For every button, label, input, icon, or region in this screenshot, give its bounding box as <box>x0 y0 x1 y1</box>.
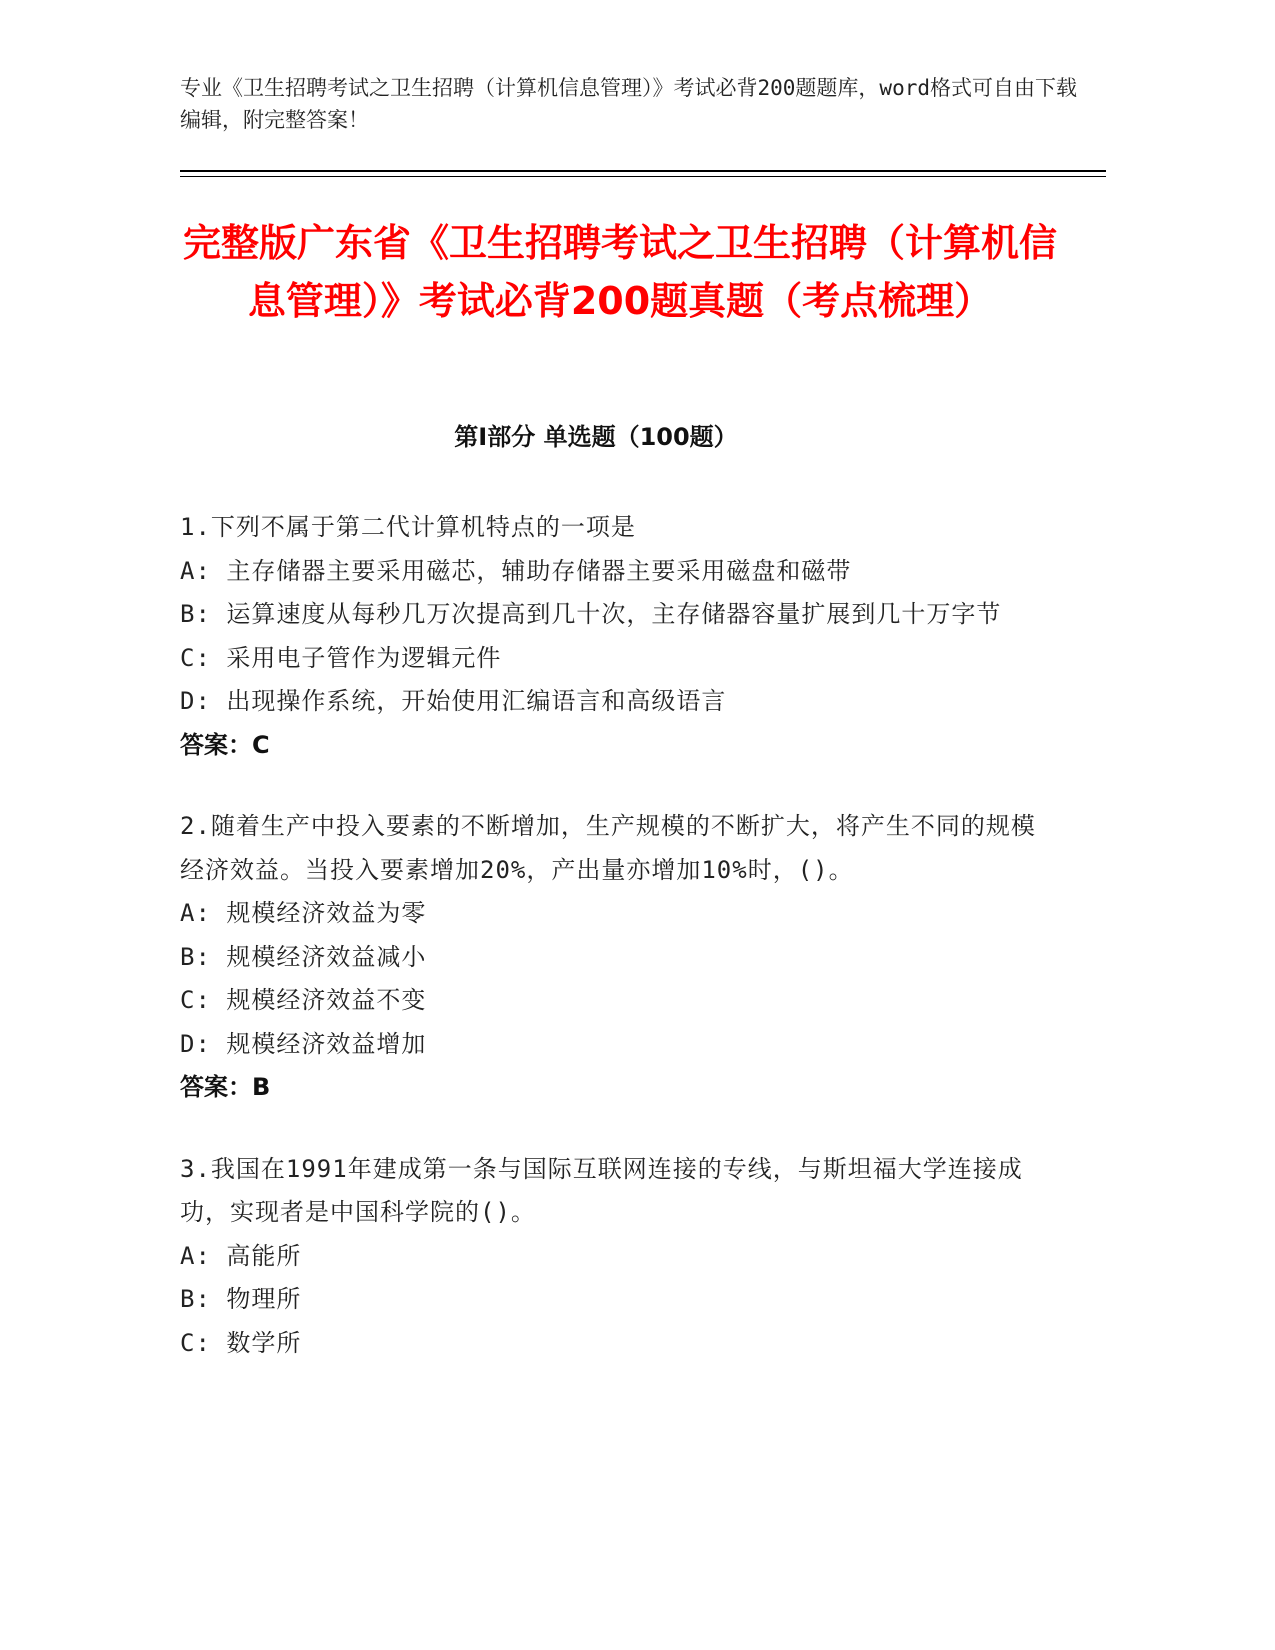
option-b: B: 规模经济效益减小 <box>180 942 427 971</box>
option-a: A: 规模经济效益为零 <box>180 899 427 927</box>
option-d: D: 规模经济效益增加 <box>180 1029 427 1058</box>
question-item <box>180 506 1040 767</box>
option-a: A: 高能所 <box>180 1241 302 1270</box>
question-list <box>180 506 1040 1403</box>
section-title: 第Ⅰ部分 单选题（100题） <box>454 423 738 451</box>
header-divider-thin <box>180 176 1106 177</box>
option-a: A: 主存储器主要采用磁芯，辅助存储器主要采用磁盘和磁带 <box>180 556 852 585</box>
option-b: B: 物理所 <box>180 1285 302 1313</box>
option-c: C: 采用电子管作为逻辑元件 <box>180 643 502 672</box>
question-item <box>180 805 1040 1110</box>
option-c: C: 规模经济效益不变 <box>180 986 427 1014</box>
header-note: 专业《卫生招聘考试之卫生招聘（计算机信息管理）》考试必背200题题库，word格式可自由下载编辑，附完整答案！ <box>180 76 1077 132</box>
answer-text: 答案：C <box>180 730 270 759</box>
header-divider-thick <box>180 170 1106 172</box>
option-b: B: 运算速度从每秒几万次提高到几十次，主存储器容量扩展到几十万字节 <box>180 600 1002 628</box>
option-d: D: 出现操作系统，开始使用汇编语言和高级语言 <box>180 687 727 715</box>
question-text: 1.下列不属于第二代计算机特点的一项是 <box>180 513 636 541</box>
question-text: 2.随着生产中投入要素的不断增加，生产规模的不断扩大，将产生不同的规模经济效益。当投入要素增加20%，产出量亦增加10%时，()。 <box>180 812 1036 884</box>
question-text: 3.我国在1991年建成第一条与国际互联网连接的专线，与斯坦福大学连接成功，实现者是中国科学院的()。 <box>180 1154 1023 1226</box>
document-title: 完整版广东省《卫生招聘考试之卫生招聘（计算机信息管理）》考试必背200题真题（考点梳理） <box>182 221 1057 323</box>
option-c: C: 数学所 <box>180 1328 302 1357</box>
answer-text: 答案：B <box>180 1073 271 1101</box>
question-item <box>180 1148 1040 1366</box>
